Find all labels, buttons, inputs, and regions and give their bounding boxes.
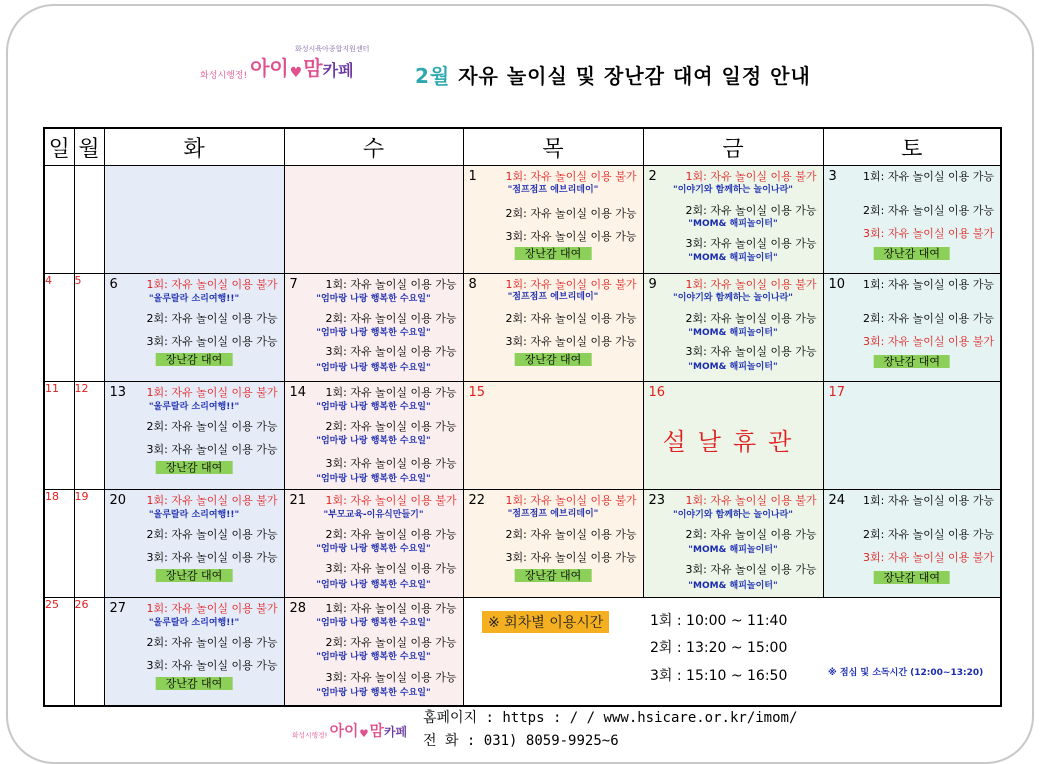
weekday-tue: 화 xyxy=(104,128,284,166)
day-cell-24 xyxy=(823,490,1001,598)
session-2: 2회: 자유 놀이실 이용 가능 xyxy=(685,312,817,325)
session-2: 2회: 자유 놀이실 이용 가능 xyxy=(325,636,457,649)
heart-icon: ♥ xyxy=(289,65,303,81)
session-1: 1회: 자유 놀이실 이용 불가 xyxy=(505,278,637,291)
weekday-thu: 목 xyxy=(463,128,643,166)
session-2: 2회: 자유 놀이실 이용 가능 xyxy=(146,528,278,541)
day-cell-12: 12 xyxy=(74,382,104,490)
session-1: 1회: 자유 놀이실 이용 가능 xyxy=(863,494,994,507)
day-cell-17 xyxy=(823,382,1001,490)
program-name: "MOM& 해피놀이터" xyxy=(688,253,778,263)
day-number: 14 xyxy=(289,385,307,400)
day-cell-20 xyxy=(104,490,284,598)
program-name: "엄마랑 나랑 행복한 수요일" xyxy=(316,436,431,446)
program-name: "이야기와 함께하는 놀이나라" xyxy=(673,510,793,520)
program-name: "엄마랑 나랑 행복한 수요일" xyxy=(316,328,431,338)
day-cell-7 xyxy=(284,274,463,382)
weekday-fri: 금 xyxy=(643,128,823,166)
schedule-time-2: 2회 : 13:20 ~ 15:00 xyxy=(650,640,788,656)
toy-rental-badge: 장난감 대여 xyxy=(156,353,233,366)
day-cell-18: 18 xyxy=(44,490,74,598)
session-1: 1회: 자유 놀이실 이용 불가 xyxy=(146,494,278,507)
program-name: "엄마랑 나랑 행복한 수요일" xyxy=(316,363,431,373)
session-2: 2회: 자유 놀이실 이용 가능 xyxy=(863,204,994,217)
session-3: 3회: 자유 놀이실 이용 가능 xyxy=(685,563,817,576)
day-number: 3 xyxy=(828,169,837,184)
session-2: 2회: 자유 놀이실 이용 가능 xyxy=(325,528,457,541)
program-name: "엄마랑 나랑 행복한 수요일" xyxy=(316,580,431,590)
program-name: "MOM& 해피놀이터" xyxy=(688,362,778,372)
session-1: 1회: 자유 놀이실 이용 불가 xyxy=(685,278,817,291)
toy-rental-badge: 장난감 대여 xyxy=(156,569,233,582)
day-cell-11: 11 xyxy=(44,382,74,490)
day-number: 23 xyxy=(648,493,666,508)
program-name: "이야기와 함께하는 놀이나라" xyxy=(673,185,793,195)
day-cell-23 xyxy=(643,490,823,598)
program-name: "엄마랑 나랑 행복한 수요일" xyxy=(316,294,431,304)
program-name: "울루랄라 소리여행!!" xyxy=(148,294,240,304)
program-name: "엄마랑 나랑 행복한 수요일" xyxy=(316,402,431,412)
week-row-4 xyxy=(44,490,1001,598)
session-3: 3회: 자유 놀이실 이용 가능 xyxy=(505,551,637,564)
logo-cafe-text: 카페 xyxy=(383,724,408,739)
program-name: "이야기와 함께하는 놀이나라" xyxy=(673,293,793,303)
session-3: 3회: 자유 놀이실 이용 가능 xyxy=(505,230,637,243)
day-number: 6 xyxy=(109,277,118,292)
toy-rental-badge: 장난감 대여 xyxy=(515,247,592,260)
toy-rental-badge: 장난감 대여 xyxy=(873,247,950,260)
session-2: 2회: 자유 놀이실 이용 가능 xyxy=(325,420,457,433)
session-2: 2회: 자유 놀이실 이용 가능 xyxy=(505,312,637,325)
day-cell-27 xyxy=(104,598,284,707)
session-3: 3회: 자유 놀이실 이용 불가 xyxy=(863,551,994,564)
day-number: 20 xyxy=(109,493,127,508)
logo-text-1: 아이 xyxy=(250,56,289,80)
program-name: "MOM& 해피놀이터" xyxy=(688,545,778,555)
logo-small-text: 화성시행정! xyxy=(292,732,328,740)
program-name: "점프점프 에브리데이" xyxy=(507,509,599,519)
session-2: 2회: 자유 놀이실 이용 가능 xyxy=(146,312,278,325)
footer-logo xyxy=(292,718,407,740)
day-number: 21 xyxy=(289,493,307,508)
logo-sub-text: 화성시육아종합지원센터 xyxy=(295,45,370,53)
session-1: 1회: 자유 놀이실 이용 불가 xyxy=(685,170,817,183)
schedule-time-3: 3회 : 15:10 ~ 16:50 xyxy=(650,668,788,684)
session-3: 3회: 자유 놀이실 이용 가능 xyxy=(505,335,637,348)
program-name: "울루랄라 소리여행!!" xyxy=(148,618,240,628)
heart-icon: ♥ xyxy=(359,727,369,740)
session-1: 1회: 자유 놀이실 이용 불가 xyxy=(146,278,278,291)
program-name: "MOM& 해피놀이터" xyxy=(688,219,778,229)
day-cell-empty xyxy=(284,166,463,274)
program-name: "엄마랑 나랑 행복한 수요일" xyxy=(316,474,431,484)
day-cell-empty xyxy=(104,166,284,274)
session-2: 2회: 자유 놀이실 이용 가능 xyxy=(505,528,637,541)
toy-rental-badge: 장난감 대여 xyxy=(515,353,592,366)
session-3: 3회: 자유 놀이실 이용 가능 xyxy=(146,335,278,348)
title-text: 자유 놀이실 및 장난감 대여 일정 안내 xyxy=(450,64,811,88)
session-1: 1회: 자유 놀이실 이용 불가 xyxy=(146,386,278,399)
logo-cafe-text: 카페 xyxy=(322,61,354,80)
day-number: 22 xyxy=(468,493,486,508)
weekday-header-row xyxy=(44,128,1001,166)
session-2: 2회: 자유 놀이실 이용 가능 xyxy=(685,528,817,541)
day-number: 7 xyxy=(289,277,298,292)
day-number: 9 xyxy=(648,277,657,292)
week-row-1 xyxy=(44,166,1001,274)
session-3: 3회: 자유 놀이실 이용 가능 xyxy=(325,345,457,358)
toy-rental-badge: 장난감 대여 xyxy=(873,355,950,368)
day-cell-4: 4 xyxy=(44,274,74,382)
program-name: "점프점프 에브리데이" xyxy=(507,185,599,195)
session-1: 1회: 자유 놀이실 이용 불가 xyxy=(505,170,637,183)
session-3: 3회: 자유 놀이실 이용 가능 xyxy=(685,237,817,250)
day-cell-6 xyxy=(104,274,284,382)
session-3: 3회: 자유 놀이실 이용 가능 xyxy=(146,443,278,456)
session-2: 2회: 자유 놀이실 이용 가능 xyxy=(685,204,817,217)
day-number: 27 xyxy=(109,601,127,616)
session-1: 1회: 자유 놀이실 이용 가능 xyxy=(863,170,994,183)
logo-small-text: 화성시행정! xyxy=(200,71,248,81)
day-number: 28 xyxy=(289,601,307,616)
program-name: "부모교육-이유식만들기" xyxy=(323,510,424,520)
session-1: 1회: 자유 놀이실 이용 불가 xyxy=(146,602,278,615)
page-title xyxy=(415,60,811,89)
session-3: 3회: 자유 놀이실 이용 가능 xyxy=(685,345,817,358)
day-cell-28 xyxy=(284,598,463,707)
day-cell-26: 26 xyxy=(74,598,104,707)
program-name: "MOM& 해피놀이터" xyxy=(688,581,778,591)
session-3: 3회: 자유 놀이실 이용 불가 xyxy=(863,227,994,240)
day-number: 16 xyxy=(648,385,666,400)
day-number: 8 xyxy=(468,277,477,292)
toy-rental-badge: 장난감 대여 xyxy=(873,571,950,584)
session-1: 1회: 자유 놀이실 이용 가능 xyxy=(325,278,457,291)
session-3: 3회: 자유 놀이실 이용 가능 xyxy=(146,659,278,672)
program-name: "엄마랑 나랑 행복한 수요일" xyxy=(316,688,431,698)
day-cell-1 xyxy=(463,166,643,274)
session-3: 3회: 자유 놀이실 이용 불가 xyxy=(863,335,994,348)
toy-rental-badge: 장난감 대여 xyxy=(156,461,233,474)
logo-text-1: 아이 xyxy=(329,721,359,739)
day-cell-13 xyxy=(104,382,284,490)
day-cell-8 xyxy=(463,274,643,382)
session-1: 1회: 자유 놀이실 이용 불가 xyxy=(685,494,817,507)
day-number: 2 xyxy=(648,169,657,184)
program-name: "울루랄라 소리여행!!" xyxy=(148,510,240,520)
session-2: 2회: 자유 놀이실 이용 가능 xyxy=(325,312,457,325)
session-1: 1회: 자유 놀이실 이용 가능 xyxy=(863,278,994,291)
program-name: "엄마랑 나랑 행복한 수요일" xyxy=(316,652,431,662)
phone-number: 전 화 : 031) 8059-9925~6 xyxy=(423,733,619,749)
schedule-label: ※ 회차별 이용시간 xyxy=(482,611,609,633)
weekday-mon: 월 xyxy=(74,128,104,166)
session-2: 2회: 자유 놀이실 이용 가능 xyxy=(863,312,994,325)
logo-text-2: 맘 xyxy=(303,56,323,80)
session-1: 1회: 자유 놀이실 이용 불가 xyxy=(325,494,457,507)
day-cell-16 xyxy=(643,382,823,490)
session-2: 2회: 자유 놀이실 이용 가능 xyxy=(146,636,278,649)
session-2: 2회: 자유 놀이실 이용 가능 xyxy=(505,207,637,220)
holiday-label: 설날휴관 xyxy=(662,428,804,456)
program-name: "점프점프 에브리데이" xyxy=(507,292,599,302)
session-3: 3회: 자유 놀이실 이용 가능 xyxy=(325,562,457,575)
day-number: 17 xyxy=(828,385,846,400)
day-cell-14 xyxy=(284,382,463,490)
session-3: 3회: 자유 놀이실 이용 가능 xyxy=(325,457,457,470)
weekday-wed: 수 xyxy=(284,128,463,166)
session-2: 2회: 자유 놀이실 이용 가능 xyxy=(863,528,994,541)
day-number: 1 xyxy=(468,169,477,184)
day-cell-19: 19 xyxy=(74,490,104,598)
day-cell-9 xyxy=(643,274,823,382)
session-3: 3회: 자유 놀이실 이용 가능 xyxy=(146,551,278,564)
day-cell-22 xyxy=(463,490,643,598)
day-cell-empty xyxy=(44,166,74,274)
session-2: 2회: 자유 놀이실 이용 가능 xyxy=(146,420,278,433)
toy-rental-badge: 장난감 대여 xyxy=(515,569,592,582)
day-cell-15 xyxy=(463,382,643,490)
day-number: 13 xyxy=(109,385,127,400)
weekday-sun: 일 xyxy=(44,128,74,166)
day-number: 24 xyxy=(828,493,846,508)
program-name: "MOM& 해피놀이터" xyxy=(688,328,778,338)
day-cell-25: 25 xyxy=(44,598,74,707)
program-name: "울루랄라 소리여행!!" xyxy=(148,402,240,412)
day-number: 10 xyxy=(828,277,846,292)
day-cell-10 xyxy=(823,274,1001,382)
day-cell-3 xyxy=(823,166,1001,274)
logo-text-2: 맘 xyxy=(369,721,384,739)
toy-rental-badge: 장난감 대여 xyxy=(156,677,233,690)
schedule-time-1: 1회 : 10:00 ~ 11:40 xyxy=(650,613,788,629)
program-name: "엄마랑 나랑 행복한 수요일" xyxy=(316,618,431,628)
homepage-link[interactable]: 홈페이지 : https : / / www.hsicare.or.kr/imom/ xyxy=(423,710,798,726)
day-number: 15 xyxy=(468,385,486,400)
weekday-sat: 토 xyxy=(823,128,1001,166)
program-name: "엄마랑 나랑 행복한 수요일" xyxy=(316,544,431,554)
lunch-note: ※ 점심 및 소독시간 (12:00~13:20) xyxy=(828,668,984,678)
session-1: 1회: 자유 놀이실 이용 불가 xyxy=(505,494,637,507)
day-cell-21 xyxy=(284,490,463,598)
day-cell-5: 5 xyxy=(74,274,104,382)
week-row-3 xyxy=(44,382,1001,490)
session-3: 3회: 자유 놀이실 이용 가능 xyxy=(325,671,457,684)
day-cell-empty xyxy=(74,166,104,274)
session-1: 1회: 자유 놀이실 이용 가능 xyxy=(325,602,457,615)
header-logo xyxy=(200,45,370,81)
title-month: 2월 xyxy=(415,64,451,88)
week-row-2 xyxy=(44,274,1001,382)
day-cell-2 xyxy=(643,166,823,274)
session-1: 1회: 자유 놀이실 이용 가능 xyxy=(325,386,457,399)
